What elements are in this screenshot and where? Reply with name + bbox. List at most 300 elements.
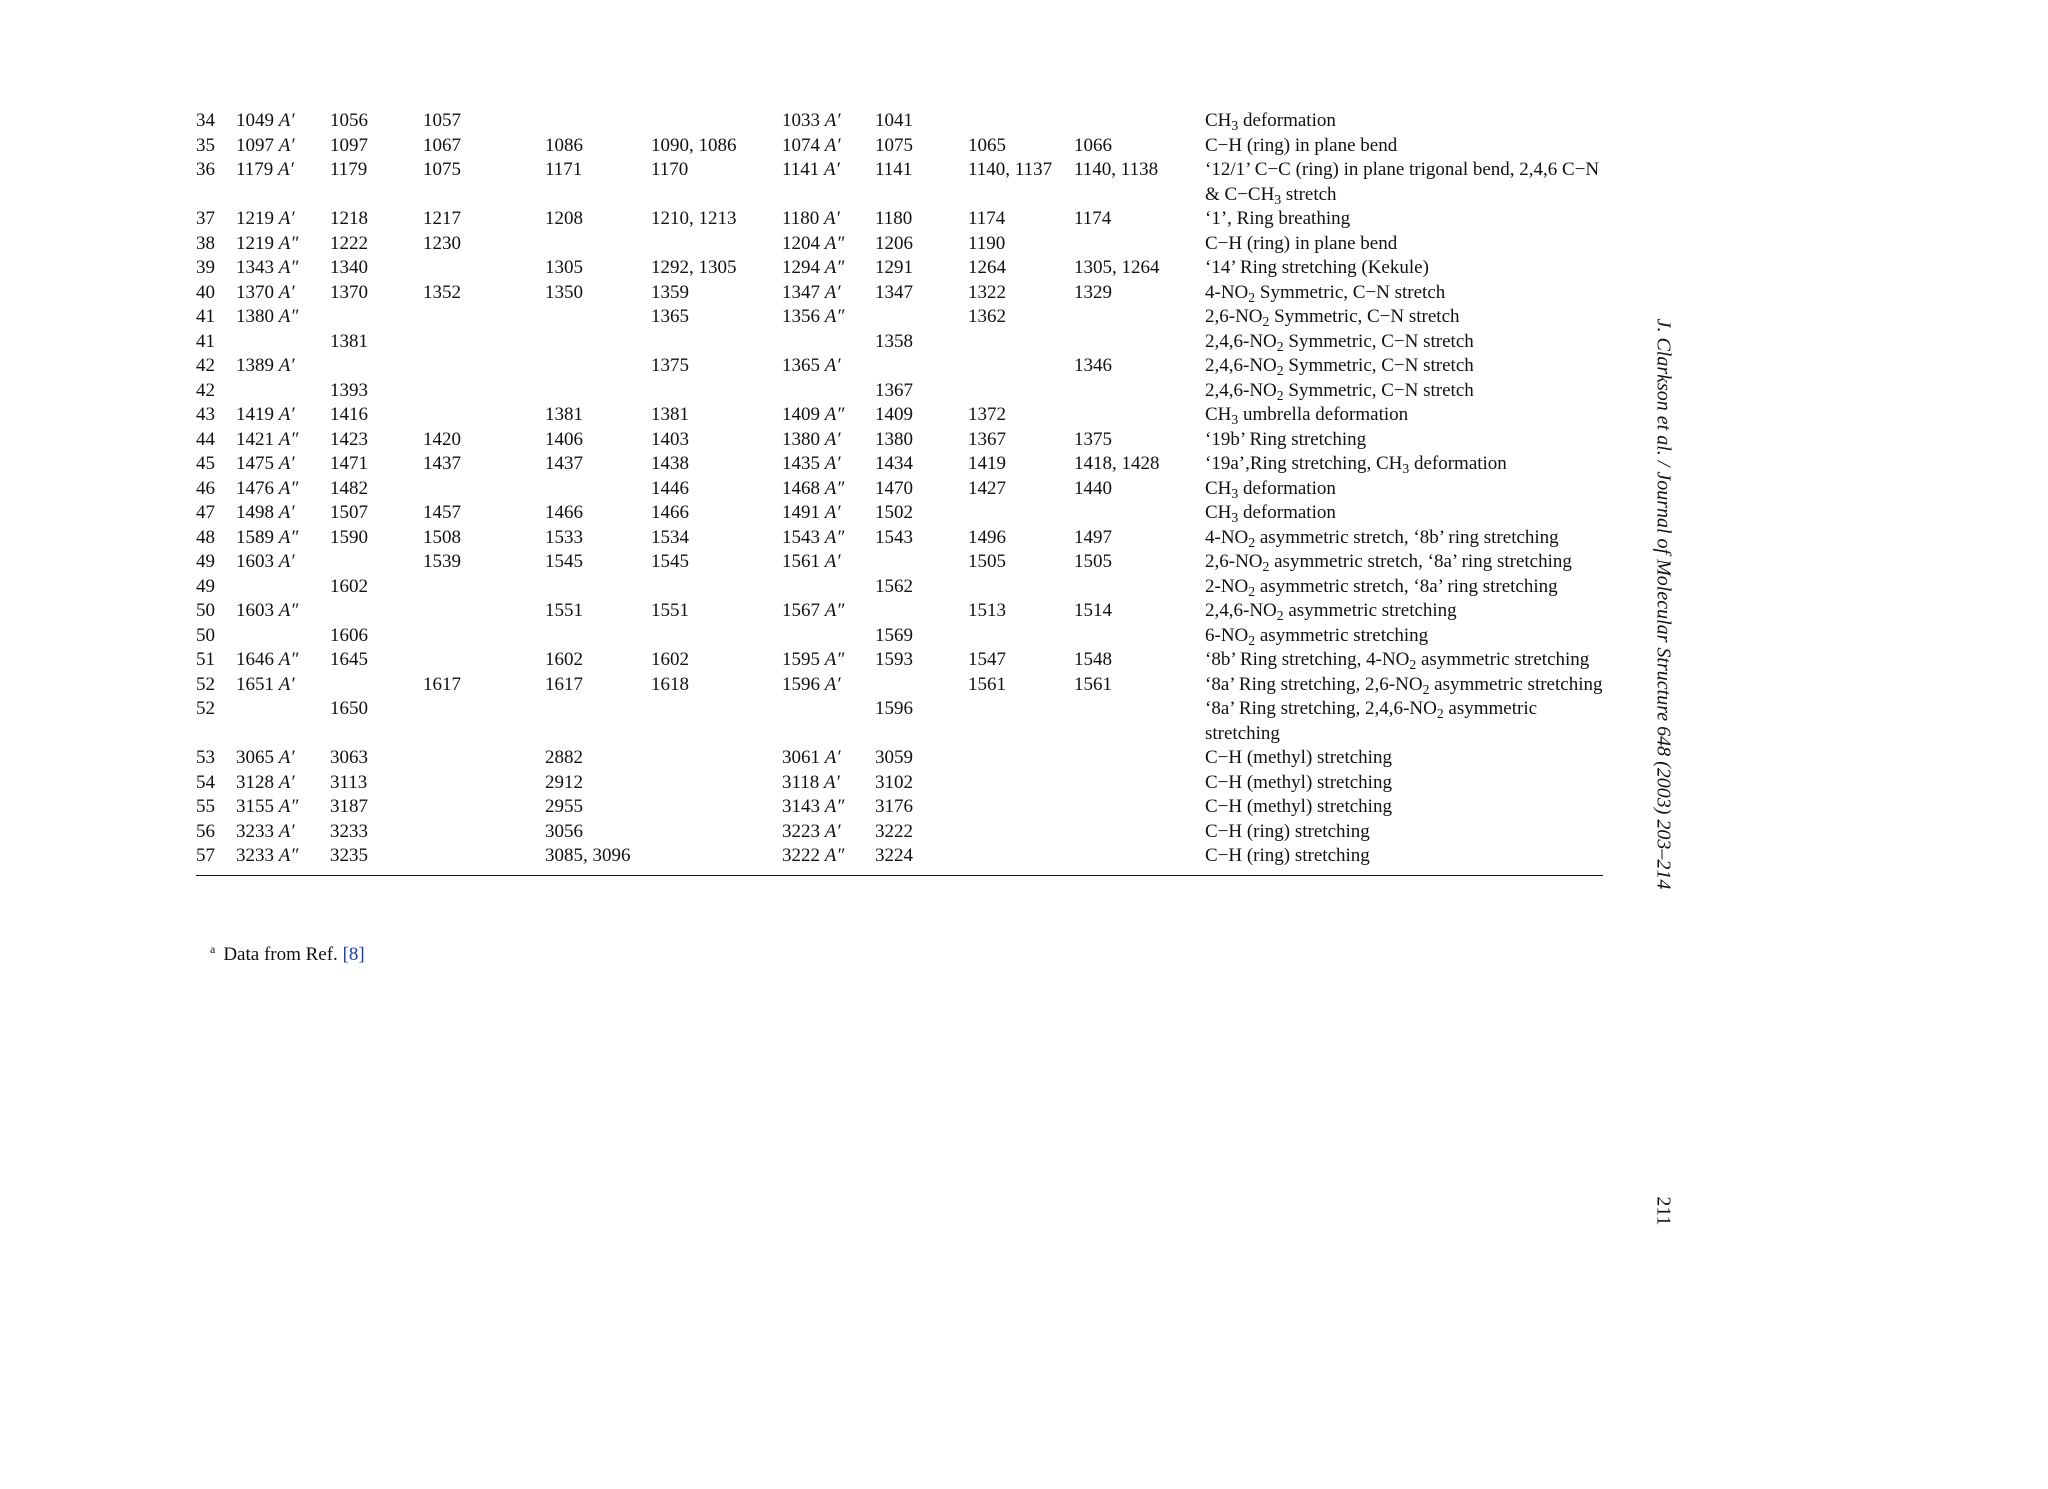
cell-value: 1551 bbox=[651, 600, 689, 621]
cell-value: 1514 bbox=[1074, 600, 1112, 621]
symmetry-label: A′ bbox=[824, 747, 841, 768]
col-9-cell bbox=[1074, 330, 1205, 355]
col-9-cell bbox=[1074, 624, 1205, 649]
col-3-cell bbox=[423, 820, 545, 845]
cell-value: 3059 bbox=[875, 747, 913, 768]
cell-value: 1617 bbox=[423, 673, 461, 695]
col-9-cell bbox=[1074, 746, 1205, 771]
table-footnote bbox=[210, 937, 365, 967]
col-8-cell bbox=[968, 697, 1074, 746]
cell-value: 1543 bbox=[875, 526, 913, 548]
col-7-cell bbox=[875, 550, 968, 575]
assignment-text: C−H (methyl) stretching bbox=[1205, 771, 1392, 793]
calc-frequency-cell bbox=[236, 526, 330, 551]
cell-value: 1075 bbox=[423, 159, 461, 180]
cell-value: 1343 bbox=[236, 257, 274, 278]
col-3-cell bbox=[423, 452, 545, 477]
table-row bbox=[196, 771, 1603, 796]
cell-value: 1204 bbox=[782, 232, 820, 254]
cell-value: 1329 bbox=[1074, 281, 1112, 303]
col-4-cell bbox=[545, 795, 651, 820]
cell-value: 1595 bbox=[782, 649, 820, 670]
symmetry-label: A′ bbox=[278, 551, 295, 572]
table-row bbox=[196, 575, 1603, 600]
cell-value: 1206 bbox=[875, 232, 913, 254]
assignment-cell bbox=[1205, 526, 1603, 551]
cell-value: 56 bbox=[196, 820, 215, 842]
col-4-cell bbox=[545, 648, 651, 673]
cell-value: 1230 bbox=[423, 232, 461, 254]
cell-value: 1437 bbox=[545, 453, 583, 474]
col-3-cell bbox=[423, 501, 545, 526]
symmetry-label: A′ bbox=[824, 502, 841, 523]
col-4-cell bbox=[545, 697, 651, 746]
col-4-cell bbox=[545, 256, 651, 281]
calc-frequency-cell bbox=[236, 746, 330, 771]
mode-number-cell bbox=[196, 795, 236, 820]
table-row bbox=[196, 526, 1603, 551]
cell-value: 1294 bbox=[782, 257, 820, 278]
assignment-text: $2-NO_2$ asymmetric stretch, ‘8a’ ring stretching bbox=[1205, 575, 1558, 599]
cell-value: 1513 bbox=[968, 600, 1006, 621]
calc-frequency-cell bbox=[236, 207, 330, 232]
table-row bbox=[196, 109, 1603, 134]
col-8-cell bbox=[968, 477, 1074, 502]
col-2-cell bbox=[330, 771, 423, 796]
col-2-cell bbox=[330, 158, 423, 207]
cell-value: 1140, 1138 bbox=[1074, 159, 1159, 180]
col-8-cell bbox=[968, 109, 1074, 134]
calc-frequency-2-cell bbox=[782, 428, 875, 453]
cell-value: 44 bbox=[196, 428, 215, 450]
cell-value: 1650 bbox=[330, 698, 368, 719]
cell-value: 1475 bbox=[236, 453, 274, 474]
col-2-cell bbox=[330, 820, 423, 845]
cell-value: 1534 bbox=[651, 526, 689, 548]
assignment-cell bbox=[1205, 109, 1603, 134]
cell-value: 1057 bbox=[423, 110, 461, 131]
cell-value: 1292, 1305 bbox=[651, 257, 737, 278]
cell-value: 50 bbox=[196, 624, 215, 646]
col-7-cell bbox=[875, 281, 968, 306]
assignment-cell bbox=[1205, 452, 1603, 477]
col-7-cell bbox=[875, 305, 968, 330]
cell-value: 1409 bbox=[875, 404, 913, 425]
assignment-cell bbox=[1205, 305, 1603, 330]
col-2-cell bbox=[330, 134, 423, 159]
calc-frequency-2-cell bbox=[782, 232, 875, 257]
col-5-cell bbox=[651, 771, 782, 796]
col-4-cell bbox=[545, 550, 651, 575]
cell-value: 41 bbox=[196, 330, 215, 352]
calc-frequency-cell bbox=[236, 330, 330, 355]
cell-value: 1190 bbox=[968, 232, 1006, 254]
mode-number-cell bbox=[196, 281, 236, 306]
cell-value: 1347 bbox=[875, 281, 913, 303]
cell-value: 1097 bbox=[330, 134, 368, 156]
col-7-cell bbox=[875, 746, 968, 771]
footnote-reference-link[interactable]: [8] bbox=[342, 944, 365, 965]
col-7-cell bbox=[875, 501, 968, 526]
calc-frequency-cell bbox=[236, 673, 330, 698]
symmetry-label: A′ bbox=[824, 110, 841, 131]
cell-value: 1434 bbox=[875, 453, 913, 474]
assignment-text: $2,4,6-NO_2$ asymmetric stretching bbox=[1205, 600, 1457, 624]
cell-value: 49 bbox=[196, 575, 215, 597]
symmetry-label: A″ bbox=[278, 232, 299, 254]
table-row bbox=[196, 648, 1603, 673]
col-4-cell bbox=[545, 746, 651, 771]
assignment-cell bbox=[1205, 477, 1603, 502]
cell-value: 1505 bbox=[1074, 551, 1112, 572]
col-3-cell bbox=[423, 599, 545, 624]
cell-value: 1393 bbox=[330, 379, 368, 401]
calc-frequency-cell bbox=[236, 648, 330, 673]
col-3-cell bbox=[423, 624, 545, 649]
cell-value: 1180 bbox=[782, 208, 820, 229]
symmetry-label: A″ bbox=[824, 600, 845, 621]
col-8-cell bbox=[968, 452, 1074, 477]
col-5-cell bbox=[651, 109, 782, 134]
assignment-text: C−H (ring) stretching bbox=[1205, 820, 1370, 842]
cell-value: 1219 bbox=[236, 232, 274, 254]
cell-value: 1466 bbox=[545, 502, 583, 523]
symmetry-label: A′ bbox=[824, 551, 841, 572]
col-8-cell bbox=[968, 305, 1074, 330]
symmetry-label: A″ bbox=[278, 600, 299, 621]
col-9-cell bbox=[1074, 771, 1205, 796]
assignment-text: $6-NO_2$ asymmetric stretching bbox=[1205, 624, 1429, 648]
col-8-cell bbox=[968, 403, 1074, 428]
col-2-cell bbox=[330, 599, 423, 624]
symmetry-label: A″ bbox=[278, 306, 299, 327]
col-4-cell bbox=[545, 599, 651, 624]
symmetry-label: A′ bbox=[824, 771, 840, 793]
col-9-cell bbox=[1074, 673, 1205, 698]
cell-value: 1416 bbox=[330, 404, 368, 425]
assignment-cell bbox=[1205, 746, 1603, 771]
calc-frequency-cell bbox=[236, 428, 330, 453]
cell-value: 1359 bbox=[651, 281, 689, 303]
cell-value: 1646 bbox=[236, 649, 274, 670]
col-2-cell bbox=[330, 403, 423, 428]
assignment-text: $2,4,6-NO_2$ Symmetric, C−N stretch bbox=[1205, 379, 1474, 403]
calc-frequency-cell bbox=[236, 477, 330, 502]
calc-frequency-cell bbox=[236, 158, 330, 207]
col-8-cell bbox=[968, 526, 1074, 551]
mode-number-cell bbox=[196, 820, 236, 845]
assignment-cell bbox=[1205, 428, 1603, 453]
cell-value: 1389 bbox=[236, 355, 274, 376]
calc-frequency-2-cell bbox=[782, 403, 875, 428]
assignment-cell bbox=[1205, 281, 1603, 306]
symmetry-label: A″ bbox=[278, 649, 299, 670]
col-5-cell bbox=[651, 697, 782, 746]
assignment-cell bbox=[1205, 403, 1603, 428]
assignment-text: $4-NO_2$ asymmetric stretch, ‘8b’ ring stretching bbox=[1205, 526, 1559, 550]
mode-number-cell bbox=[196, 379, 236, 404]
assignment-cell bbox=[1205, 771, 1603, 796]
cell-value: 1208 bbox=[545, 208, 583, 229]
assignment-text: $CH_3$ umbrella deformation bbox=[1205, 404, 1409, 428]
col-3-cell bbox=[423, 207, 545, 232]
col-7-cell bbox=[875, 207, 968, 232]
mode-number-cell bbox=[196, 134, 236, 159]
col-4-cell bbox=[545, 281, 651, 306]
col-7-cell bbox=[875, 844, 968, 875]
col-8-cell bbox=[968, 379, 1074, 404]
col-2-cell bbox=[330, 575, 423, 600]
col-5-cell bbox=[651, 477, 782, 502]
cell-value: 1505 bbox=[968, 551, 1006, 572]
cell-value: 52 bbox=[196, 698, 215, 719]
cell-value: 1375 bbox=[651, 355, 689, 376]
col-4-cell bbox=[545, 354, 651, 379]
cell-value: 1090, 1086 bbox=[651, 134, 737, 156]
calc-frequency-2-cell bbox=[782, 452, 875, 477]
cell-value: 45 bbox=[196, 453, 215, 474]
col-4-cell bbox=[545, 403, 651, 428]
col-5-cell bbox=[651, 746, 782, 771]
col-2-cell bbox=[330, 746, 423, 771]
cell-value: 1041 bbox=[875, 110, 913, 131]
assignment-cell bbox=[1205, 795, 1603, 820]
calc-frequency-2-cell bbox=[782, 207, 875, 232]
cell-value: 2882 bbox=[545, 747, 583, 768]
calc-frequency-cell bbox=[236, 403, 330, 428]
symmetry-label: A″ bbox=[278, 257, 299, 278]
cell-value: 3128 bbox=[236, 771, 274, 793]
col-2-cell bbox=[330, 624, 423, 649]
cell-value: 1358 bbox=[875, 330, 913, 352]
col-5-cell bbox=[651, 281, 782, 306]
col-7-cell bbox=[875, 232, 968, 257]
cell-value: 1033 bbox=[782, 110, 820, 131]
symmetry-label: A″ bbox=[824, 845, 845, 866]
col-9-cell bbox=[1074, 354, 1205, 379]
cell-value: 43 bbox=[196, 404, 215, 425]
cell-value: 1420 bbox=[423, 428, 461, 450]
col-2-cell bbox=[330, 844, 423, 875]
col-2-cell bbox=[330, 232, 423, 257]
cell-value: 1097 bbox=[236, 134, 274, 156]
cell-value: 3224 bbox=[875, 845, 913, 866]
col-8-cell bbox=[968, 207, 1074, 232]
col-8-cell bbox=[968, 134, 1074, 159]
cell-value: 3233 bbox=[236, 820, 274, 842]
mode-number-cell bbox=[196, 648, 236, 673]
col-9-cell bbox=[1074, 281, 1205, 306]
col-5-cell bbox=[651, 599, 782, 624]
col-4-cell bbox=[545, 452, 651, 477]
col-5-cell bbox=[651, 207, 782, 232]
col-2-cell bbox=[330, 281, 423, 306]
calc-frequency-2-cell bbox=[782, 575, 875, 600]
cell-value: 1171 bbox=[545, 159, 583, 180]
col-8-cell bbox=[968, 232, 1074, 257]
cell-value: 1421 bbox=[236, 428, 274, 450]
col-7-cell bbox=[875, 109, 968, 134]
cell-value: 1365 bbox=[782, 355, 820, 376]
cell-value: 1403 bbox=[651, 428, 689, 450]
cell-value: 1561 bbox=[968, 673, 1006, 695]
cell-value: 52 bbox=[196, 673, 215, 695]
table-row bbox=[196, 697, 1603, 746]
mode-number-cell bbox=[196, 673, 236, 698]
assignment-cell bbox=[1205, 379, 1603, 404]
col-2-cell bbox=[330, 379, 423, 404]
cell-value: 1362 bbox=[968, 306, 1006, 327]
col-2-cell bbox=[330, 477, 423, 502]
cell-value: 34 bbox=[196, 110, 215, 131]
col-8-cell bbox=[968, 599, 1074, 624]
cell-value: 38 bbox=[196, 232, 215, 254]
cell-value: 1356 bbox=[782, 306, 820, 327]
calc-frequency-cell bbox=[236, 134, 330, 159]
cell-value: 1539 bbox=[423, 551, 461, 572]
col-7-cell bbox=[875, 428, 968, 453]
assignment-text: C−H (methyl) stretching bbox=[1205, 796, 1392, 817]
footnote-marker: a bbox=[210, 942, 216, 956]
cell-value: 3223 bbox=[782, 820, 820, 842]
calc-frequency-cell bbox=[236, 281, 330, 306]
mode-number-cell bbox=[196, 158, 236, 207]
symmetry-label: A′ bbox=[278, 502, 295, 523]
col-3-cell bbox=[423, 526, 545, 551]
col-5-cell bbox=[651, 575, 782, 600]
col-3-cell bbox=[423, 771, 545, 796]
col-9-cell bbox=[1074, 697, 1205, 746]
col-5-cell bbox=[651, 354, 782, 379]
symmetry-label: A′ bbox=[278, 159, 294, 180]
cell-value: 1543 bbox=[782, 526, 820, 548]
cell-value: 48 bbox=[196, 526, 215, 548]
cell-value: 1491 bbox=[782, 502, 820, 523]
col-7-cell bbox=[875, 771, 968, 796]
cell-value: 1367 bbox=[875, 379, 913, 401]
cell-value: 1466 bbox=[651, 502, 689, 523]
cell-value: 1502 bbox=[875, 502, 913, 523]
cell-value: 55 bbox=[196, 796, 215, 817]
assignment-cell bbox=[1205, 550, 1603, 575]
assignment-text: $2,4,6-NO_2$ Symmetric, C−N stretch bbox=[1205, 330, 1474, 354]
symmetry-label: A′ bbox=[278, 110, 295, 131]
cell-value: 3235 bbox=[330, 845, 368, 866]
col-2-cell bbox=[330, 428, 423, 453]
cell-value: 1435 bbox=[782, 453, 820, 474]
cell-value: 1596 bbox=[875, 698, 913, 719]
table-row bbox=[196, 330, 1603, 355]
calc-frequency-2-cell bbox=[782, 477, 875, 502]
col-5-cell bbox=[651, 305, 782, 330]
cell-value: 3063 bbox=[330, 747, 368, 768]
col-3-cell bbox=[423, 795, 545, 820]
table-row bbox=[196, 501, 1603, 526]
calc-frequency-cell bbox=[236, 354, 330, 379]
cell-value: 1381 bbox=[545, 404, 583, 425]
cell-value: 1590 bbox=[330, 526, 368, 548]
cell-value: 1589 bbox=[236, 526, 274, 548]
symmetry-label: A″ bbox=[278, 526, 299, 548]
cell-value: 3085, 3096 bbox=[545, 845, 631, 866]
mode-number-cell bbox=[196, 477, 236, 502]
calc-frequency-2-cell bbox=[782, 599, 875, 624]
col-5-cell bbox=[651, 673, 782, 698]
cell-value: 1218 bbox=[330, 208, 368, 229]
assignment-cell bbox=[1205, 673, 1603, 698]
assignment-cell bbox=[1205, 844, 1603, 875]
cell-value: 1067 bbox=[423, 134, 461, 156]
col-3-cell bbox=[423, 477, 545, 502]
col-7-cell bbox=[875, 379, 968, 404]
assignment-cell bbox=[1205, 648, 1603, 673]
col-7-cell bbox=[875, 452, 968, 477]
cell-value: 1561 bbox=[782, 551, 820, 572]
col-9-cell bbox=[1074, 477, 1205, 502]
cell-value: 1066 bbox=[1074, 134, 1112, 156]
calc-frequency-2-cell bbox=[782, 501, 875, 526]
col-3-cell bbox=[423, 158, 545, 207]
col-5-cell bbox=[651, 232, 782, 257]
col-7-cell bbox=[875, 820, 968, 845]
col-8-cell bbox=[968, 648, 1074, 673]
cell-value: 1380 bbox=[236, 306, 274, 327]
col-3-cell bbox=[423, 305, 545, 330]
calc-frequency-2-cell bbox=[782, 134, 875, 159]
col-3-cell bbox=[423, 550, 545, 575]
calc-frequency-2-cell bbox=[782, 109, 875, 134]
symmetry-label: A′ bbox=[278, 820, 295, 842]
cell-value: 1346 bbox=[1074, 355, 1112, 376]
symmetry-label: A′ bbox=[824, 134, 841, 156]
symmetry-label: A′ bbox=[824, 673, 841, 695]
col-7-cell bbox=[875, 673, 968, 698]
calc-frequency-2-cell bbox=[782, 697, 875, 746]
col-5-cell bbox=[651, 134, 782, 159]
col-4-cell bbox=[545, 526, 651, 551]
cell-value: 1380 bbox=[875, 428, 913, 450]
assignment-text: $CH_3$ deformation bbox=[1205, 477, 1336, 501]
cell-value: 1562 bbox=[875, 575, 913, 597]
col-7-cell bbox=[875, 599, 968, 624]
symmetry-label: A′ bbox=[824, 428, 841, 450]
assignment-text: ‘12/1’ C−C (ring) in plane trigonal bend, 2,4,6 C−N & $C-CH_3$ stretch bbox=[1205, 159, 1600, 207]
symmetry-label: A′ bbox=[278, 355, 295, 376]
cell-value: 36 bbox=[196, 159, 215, 180]
cell-value: 53 bbox=[196, 747, 215, 768]
mode-number-cell bbox=[196, 403, 236, 428]
mode-number-cell bbox=[196, 575, 236, 600]
cell-value: 47 bbox=[196, 502, 215, 523]
assignment-cell bbox=[1205, 232, 1603, 257]
col-4-cell bbox=[545, 771, 651, 796]
col-9-cell bbox=[1074, 795, 1205, 820]
col-3-cell bbox=[423, 673, 545, 698]
col-9-cell bbox=[1074, 599, 1205, 624]
col-8-cell bbox=[968, 256, 1074, 281]
col-2-cell bbox=[330, 648, 423, 673]
table-row bbox=[196, 403, 1603, 428]
col-3-cell bbox=[423, 354, 545, 379]
col-4-cell bbox=[545, 673, 651, 698]
symmetry-label: A′ bbox=[278, 747, 295, 768]
symmetry-label: A″ bbox=[824, 477, 845, 499]
assignment-text: ‘8b’ Ring stretching, $4-NO_2$ asymmetric stretching bbox=[1205, 649, 1590, 673]
col-8-cell bbox=[968, 844, 1074, 875]
assignment-cell bbox=[1205, 330, 1603, 355]
col-9-cell bbox=[1074, 820, 1205, 845]
col-5-cell bbox=[651, 379, 782, 404]
